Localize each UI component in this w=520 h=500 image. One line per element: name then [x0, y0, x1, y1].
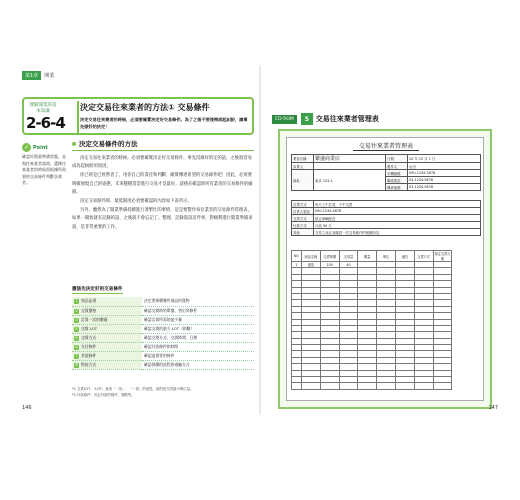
condition-name: 商品品項 [81, 298, 97, 304]
table-row [72, 315, 254, 324]
bullet-icon [72, 142, 76, 146]
condition-key [72, 351, 142, 360]
condition-name: 其他條件 [81, 352, 97, 358]
table-row [292, 222, 481, 229]
condition-key [72, 342, 142, 351]
row-number: 1 [75, 299, 78, 304]
grid-header: 單位 [377, 251, 396, 262]
condition-label: 訂貨方式 [292, 201, 314, 208]
contact-label: 製作人 [386, 163, 408, 170]
condition-value: 月結 30 天 [314, 222, 481, 229]
paragraph: 另外，雖然為了開業準備持續進行著繁忙的事情，這是要製作每位業者的交易條件管理表，如果一開始就有記錄的話，之後就不會忘記了。整理、記錄資訊這件事，對順利進行開業準備來說，是非常重要的工作。 [72, 208, 253, 230]
condition-desc: 確認交貨的最少 LOT（箱數） [142, 324, 254, 333]
table-row [72, 324, 254, 333]
address-label: 地址 [292, 170, 314, 191]
company-value: 繁盛商業店 [314, 155, 386, 163]
grid-cell[interactable] [292, 383, 302, 389]
table-row [292, 208, 481, 215]
condition-desc: 確認付款條件和時間 [142, 342, 254, 351]
point-sidebar [22, 143, 66, 187]
form-title-text: 交易往來業者管理表 [353, 143, 419, 151]
company-label: 業者名稱 [292, 155, 314, 163]
table-row [72, 342, 254, 351]
paragraph: 決定交易往來業者的時候，必須要確實決定好交易條件。事先沒做好的定的話，之後很容易成為起糾紛的原因。 [72, 156, 252, 170]
grid-cell[interactable] [339, 383, 358, 389]
form-sheet [286, 137, 484, 401]
row-number: 4 [75, 326, 78, 331]
grid-cell[interactable] [433, 383, 452, 389]
footnote: *2 付款條件：決定付款的條件、期限等。 [72, 392, 135, 397]
point-badge [22, 143, 66, 152]
grid-cell[interactable]: 100 [320, 262, 339, 268]
condition-key [72, 360, 142, 369]
condition-key [72, 315, 142, 324]
grid-row [292, 383, 452, 389]
condition-value: 指定車輛配送 [314, 215, 481, 222]
grid-header: 備註 [395, 251, 414, 262]
contact-value: 03-1234-5678 [408, 184, 481, 191]
condition-key [72, 306, 142, 315]
check-icon: ✓ [23, 144, 30, 151]
table-row [292, 229, 481, 236]
contact-value: 山田 [408, 163, 481, 170]
grid-cell[interactable] [395, 383, 414, 389]
gutter [259, 65, 261, 415]
paragraph: 你已經是已經營者了，用你自己的責任和判斷，確實傳達希望的交易條件吧！因此，必須要明確展現自己的姿態，未來穩穩當當進行交易才是最好。請務必確認與所有業者的交易條件的細節。 [72, 173, 253, 195]
product-grid [291, 250, 452, 390]
grid-header: NO [292, 251, 302, 262]
grid-header: 商品名稱 [302, 251, 321, 262]
grid-header-row [292, 251, 452, 262]
condition-name: 訂貨一次的數量 [81, 316, 108, 322]
grid-cell[interactable] [358, 383, 377, 389]
condition-desc: 確認交貨方式、交貨時間、日期 [142, 333, 254, 342]
row-number: 2 [75, 308, 78, 313]
form-title [287, 141, 485, 150]
condition-name: 交貨方式 [81, 334, 97, 340]
form-header [272, 111, 498, 127]
condition-name: 物流方式 [81, 361, 97, 367]
section-header [22, 97, 254, 135]
footnotes [72, 387, 254, 398]
contact-label: 手機號碼 [386, 170, 408, 177]
date-value: 20 年 12 月 1 日 [408, 155, 481, 163]
row-number: 3 [75, 317, 78, 322]
table-row [72, 351, 254, 360]
row-number: 7 [75, 353, 78, 358]
form-heading: 交易往來業者管理表 [315, 115, 379, 123]
grid-cell[interactable] [302, 383, 321, 389]
grid-cell[interactable] [377, 383, 396, 389]
section-number: 2-6-4 [26, 114, 65, 132]
rep-label: 負責人 [292, 163, 314, 170]
point-label: Point [33, 144, 48, 151]
point-text: 確認好開業準備狀態，並與往來業者談商，選擇往來業者的時候需根據所需要的交易條件判斷各業者。 [22, 154, 66, 185]
section-title: 決定交易往來業者的方法① 交易條件 [80, 103, 210, 112]
condition-value: 每天上午訂貨，下午交貨 [314, 201, 481, 208]
grid-cell[interactable]: 1 [292, 262, 302, 268]
right-page [266, 71, 498, 411]
grid-cell[interactable] [320, 383, 339, 389]
chapter-number: 第1章 [22, 71, 41, 80]
subheading-text: 決定交易條件的方法 [79, 140, 138, 148]
grid-header: 交貨單價 [320, 251, 339, 262]
page-number: 147 [488, 405, 498, 411]
table-row [72, 360, 254, 369]
grid-header: 數量 [358, 251, 377, 262]
chapter-title: 開業 [44, 73, 55, 79]
table-row [292, 215, 481, 222]
chapter-tab [22, 71, 54, 80]
address-value: 東京 123-1 [314, 170, 386, 191]
contact-value: 03-1234-5678 [408, 177, 481, 184]
grid-header: 交易量 [339, 251, 358, 262]
row-number: 6 [75, 344, 78, 349]
condition-desc: 確認訂貨所需的最少量 [142, 315, 254, 324]
condition-desc: 確認採購的流程和運輸方式 [142, 360, 254, 369]
conditions-table [72, 297, 254, 370]
grid-cell[interactable]: 40 [339, 262, 358, 268]
contact-label: 聯絡電話 [386, 177, 408, 184]
table-title: 應該先決定好的交易條件 [72, 287, 123, 292]
section-description: 決定交易往來業者的時候，必須要確實決定好交易條件。為了之後不要後悔或起糾紛，請事先做好的決定！ [80, 117, 248, 129]
condition-label: 付款方式 [292, 222, 314, 229]
condition-name: 交貨 LOT [81, 325, 98, 331]
page-number: 146 [22, 405, 32, 411]
form-number: 5 [301, 113, 313, 125]
subheading [72, 139, 254, 151]
condition-name: 支付條件 [81, 343, 97, 349]
table-row [72, 333, 254, 342]
condition-desc: 確認退貨等的條件 [142, 351, 254, 360]
condition-key [72, 333, 142, 342]
paragraph: 決定交易條件時，最低限度必須要確認的內容如下表所示。 [80, 199, 192, 205]
rep-value [314, 163, 386, 170]
grid-header: 交貨方式 [414, 251, 433, 262]
row-number: 8 [75, 362, 78, 367]
conditions-form-table [291, 200, 481, 236]
condition-key [72, 324, 142, 333]
section-subtitle: 理解開業的基本知識 [29, 103, 57, 114]
condition-label: 其他 [292, 229, 314, 236]
condition-name: 交貨價格 [81, 307, 97, 313]
grid-cell[interactable]: 番茄 [302, 262, 321, 268]
condition-label: 訂貨人電話 [292, 208, 314, 215]
table-row [292, 201, 481, 208]
grid-cell[interactable] [414, 383, 433, 389]
date-label: 日期 [386, 155, 408, 163]
contact-value: 090-1234-5678 [408, 170, 481, 177]
condition-key [72, 297, 142, 306]
company-info-table [291, 154, 481, 191]
contact-label: 傳真號碼 [386, 184, 408, 191]
condition-value: 交易之前必須確認一次交易條件的相關內容 [314, 229, 481, 236]
body-column [72, 139, 254, 233]
section-divider [77, 101, 79, 133]
table-row [72, 306, 254, 315]
cd-rom-tag: CD-ROM [272, 115, 297, 124]
condition-label: 交貨方式 [292, 215, 314, 222]
condition-desc: 決定要採購哪些商品的貨物 [142, 297, 254, 306]
row-number: 5 [75, 335, 78, 340]
condition-value: 090-1234-5678 [314, 208, 481, 215]
left-page [22, 71, 254, 411]
condition-desc: 確認交貨時的單價、售出等條件 [142, 306, 254, 315]
table-row [72, 297, 254, 306]
footnote: *1 交貨LOT：「LOT」意指「一批」、「一群」的意思，指的是交貨最小單位量。 [72, 387, 194, 391]
grid-header: 規定交貨日期 [434, 252, 451, 261]
form-frame [278, 129, 492, 409]
